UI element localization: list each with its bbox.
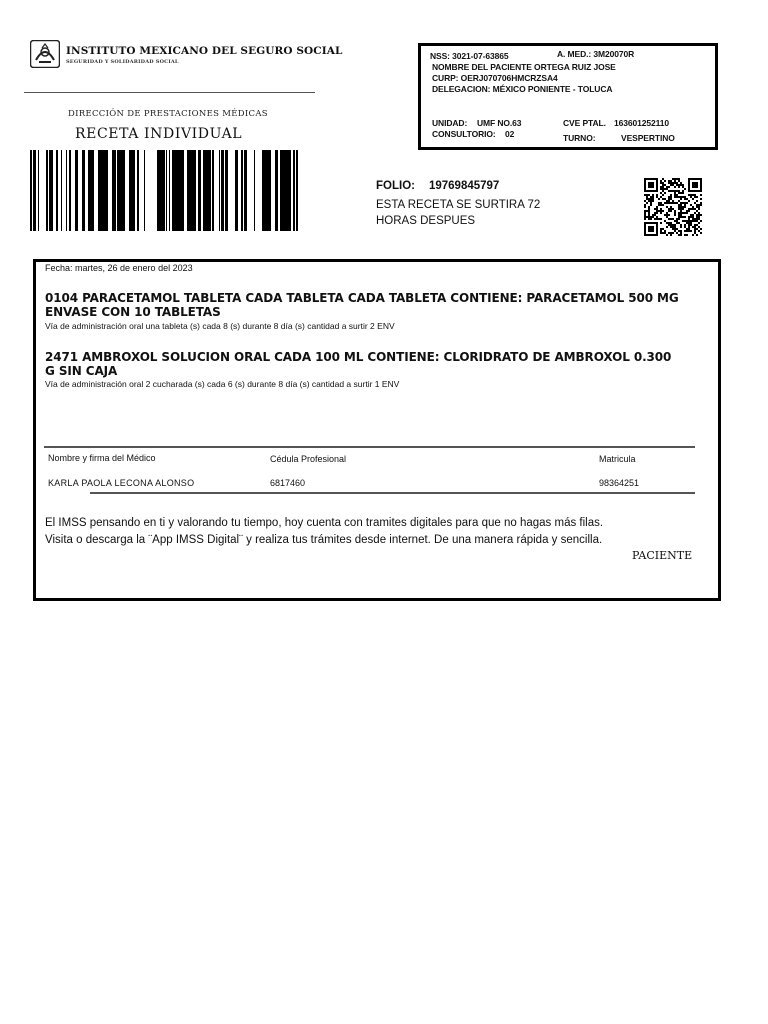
cedula-value: 6817460 (270, 478, 306, 488)
institution-subtitle: SEGURIDAD Y SOLIDARIDAD SOCIAL (66, 59, 179, 65)
turno-value: VESPERTINO (621, 133, 675, 143)
folio (376, 180, 499, 192)
folio-label: FOLIO: (376, 180, 415, 192)
doctor-label: Nombre y firma del Médico (48, 453, 156, 463)
prescription-date: Fecha: martes, 26 de enero del 2023 (45, 263, 193, 273)
medication-instructions: Vía de administración oral una tableta (s) cada 8 (s) durante 8 día (s) cantidad a surtir 2 ENV (45, 321, 395, 331)
document-title: RECETA INDIVIDUAL (75, 126, 243, 142)
patient-a-med: A. MED.: 3M20070R (557, 49, 635, 59)
medication-instructions: Vía de administración oral 2 cucharada (s) cada 6 (s) durante 8 día (s) cantidad a surtir 1 ENV (45, 379, 400, 389)
patient-nss: NSS: 3021-07-63865 (430, 51, 509, 61)
surtira-note: ESTA RECETA SE SURTIRA 72 HORAS DESPUES (376, 199, 541, 227)
institution-name: INSTITUTO MEXICANO DEL SEGURO SOCIAL (66, 45, 343, 57)
direccion-label: DIRECCIÓN DE PRESTACIONES MÉDICAS (68, 109, 268, 119)
doctor-name: KARLA PAOLA LECONA ALONSO (48, 478, 195, 488)
consultorio-label: CONSULTORIO: (432, 129, 496, 139)
cve-ptal-value: 163601252110 (614, 118, 670, 128)
unidad-label: UNIDAD: (432, 118, 468, 128)
patient-delegacion: DELEGACION: MÉXICO PONIENTE - TOLUCA (432, 84, 613, 94)
message-line-2: Visita o descarga la ¨App IMSS Digital¨ y realiza tus trámites desde internet. De una manera rápida y sencilla. (45, 534, 603, 546)
folio-value: 19769845797 (428, 180, 500, 192)
consultorio-value: 02 (505, 129, 515, 139)
imss-logo-icon (30, 40, 60, 68)
cve-ptal-label: CVE PTAL. (563, 118, 606, 128)
barcode-icon (30, 150, 298, 231)
imss-digital-message (45, 515, 705, 549)
patient-name: NOMBRE DEL PACIENTE ORTEGA RUIZ JOSE (432, 62, 616, 72)
medication-name: 2471 AMBROXOL SOLUCION ORAL CADA 100 ML CONTIENE: CLORIDRATO DE AMBROXOL 0.300 G SIN CAJA (45, 350, 672, 378)
matricula-label: Matricula (599, 454, 636, 464)
cedula-label: Cédula Profesional (270, 454, 347, 464)
signature-bottom-line (90, 492, 695, 494)
qr-code-icon (644, 178, 702, 236)
matricula-value: 98364251 (599, 478, 640, 488)
header-divider (24, 92, 315, 93)
signature-top-line (44, 446, 695, 448)
message-line-1: El IMSS pensando en ti y valorando tu tiempo, hoy cuenta con tramites digitales para que no hagas más filas. (45, 517, 604, 529)
medication-name: 0104 PARACETAMOL TABLETA CADA TABLETA CADA TABLETA CONTIENE: PARACETAMOL 500 MG ENVASE CON 10 TABLETAS (45, 291, 679, 319)
copy-label: PACIENTE (632, 549, 693, 562)
unidad-value: UMF NO.63 (477, 118, 522, 128)
patient-curp: CURP: OERJ070706HMCRZSA4 (432, 73, 558, 83)
turno-label: TURNO: (563, 133, 596, 143)
